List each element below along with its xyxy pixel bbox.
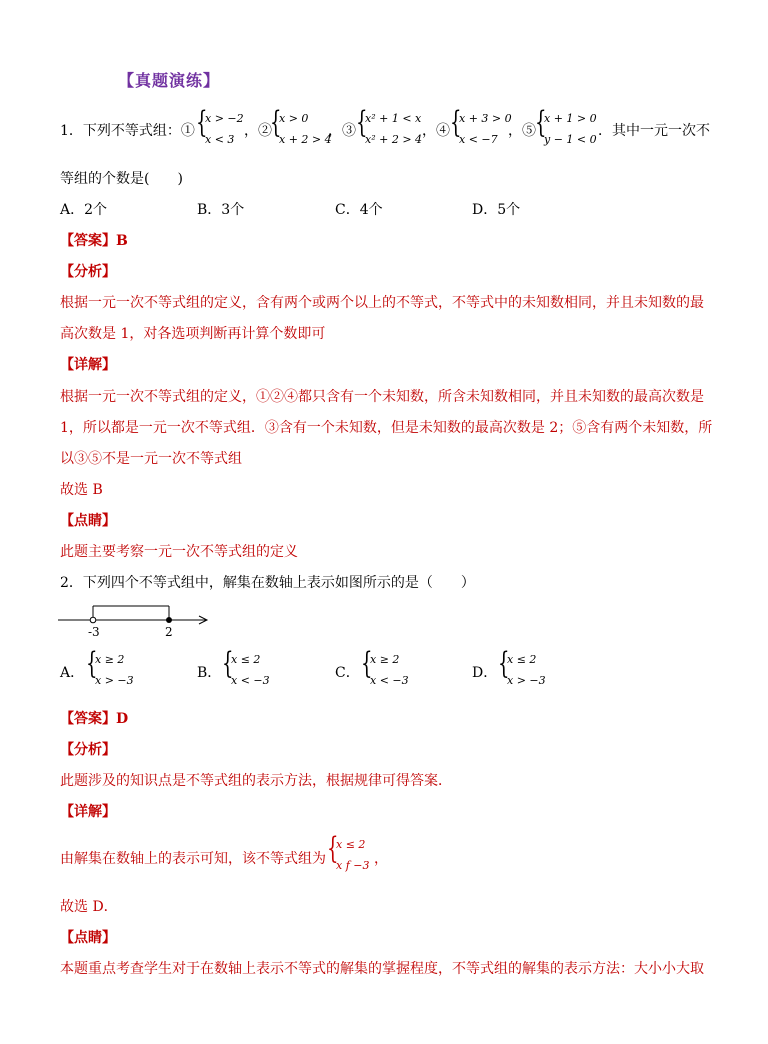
q1-comment-label: 【点睛】 [60, 513, 116, 529]
section-title: 【真题演练】 [118, 71, 221, 90]
q2-answer: 【答案】D [60, 711, 129, 727]
q1-suffix: ．其中一元一次不 [598, 123, 710, 139]
q1-analysis-label: 【分析】 [60, 264, 116, 280]
q1-detail-line2: 1，所以都是一元一次不等式组．③含有一个未知数，但是未知数的最高次数是 2；⑤含有两个未知数，所 [60, 420, 713, 436]
q2-conclusion: 故选 D． [60, 899, 118, 915]
q1-sep5: ，⑤ [508, 123, 536, 139]
q1-sys2-brace: { [270, 105, 282, 140]
q2-analysis: 此题涉及的知识点是不等式组的表示方法，根据规律可得答案． [60, 773, 452, 789]
q1-sys4-brace: { [450, 105, 462, 140]
q1-option-c: C．4个 [335, 202, 383, 218]
q1-option-d: D．5个 [472, 202, 521, 218]
q1-answer: 【答案】B [60, 233, 128, 249]
q1-sys1-line2: x < 3 [205, 133, 235, 146]
q2-option-c-letter: C． [335, 665, 360, 681]
q1-sep2: ，② [244, 123, 272, 139]
q1-conclusion: 故选 B [60, 482, 103, 498]
q1-sys5-line1: x + 1 > 0 [544, 112, 597, 125]
q2-detail-brace: { [327, 831, 339, 866]
q1-detail-line3: 以③⑤不是一元一次不等式组 [60, 451, 242, 467]
q2-detail-line1: x ≤ 2 [336, 838, 366, 851]
q2-option-a-line1: x ≥ 2 [95, 653, 125, 666]
q2-analysis-label: 【分析】 [60, 742, 116, 758]
q1-analysis-line2: 高次数是 1，对各选项判断再计算个数即可 [60, 326, 326, 342]
q1-comment: 此题主要考察一元一次不等式组的定义 [60, 544, 298, 560]
q2-option-b-brace: { [222, 646, 234, 681]
q1-prefix: 1．下列不等式组：① [60, 123, 195, 139]
q2-option-c-line2: x < −3 [370, 674, 409, 687]
q2-comment: 本题重点考查学生对于在数轴上表示不等式的解集的掌握程度，不等式组的解集的表示方法：大小小大取 [60, 961, 704, 977]
q1-sys4-line2: x < −7 [459, 133, 498, 146]
q1-sys1-line1: x > −2 [205, 112, 244, 125]
q2-option-c-brace: { [361, 646, 373, 681]
q2-option-b-line1: x ≤ 2 [231, 653, 261, 666]
number-line-label-left: -3 [88, 625, 100, 639]
q2-option-a-brace: { [86, 646, 98, 681]
q2-detail-suffix: ， [374, 851, 388, 867]
open-circle-icon [90, 617, 96, 623]
q2-option-b-line2: x < −3 [231, 674, 270, 687]
q1-sys3-line1: x² + 1 < x [365, 112, 422, 125]
q1-analysis-line1: 根据一元一次不等式组的定义，含有两个或两个以上的不等式，不等式中的未知数相同，并且未知数的最 [60, 295, 704, 311]
q2-detail-prefix: 由解集在数轴上的表示可知，该不等式组为 [60, 851, 326, 867]
q2-option-d-letter: D． [472, 665, 498, 681]
number-line-figure [58, 600, 218, 642]
q2-detail-label: 【详解】 [60, 804, 116, 820]
q2-option-c-line1: x ≥ 2 [370, 653, 400, 666]
q2-stem: 2．下列四个不等式组中，解集在数轴上表示如图所示的是（ ） [60, 575, 475, 591]
q1-sys3-brace: { [356, 105, 368, 140]
q2-option-a-letter: A． [60, 665, 85, 681]
q2-comment-label: 【点睛】 [60, 930, 116, 946]
q1-option-b: B．3个 [197, 202, 245, 218]
q2-option-d-line1: x ≤ 2 [507, 653, 537, 666]
q2-detail-line2: x f −3 [336, 859, 370, 872]
q1-sys3-line2: x² + 2 > 4 [365, 133, 423, 146]
q1-sys2-line1: x > 0 [279, 112, 309, 125]
q1-sys1-brace: { [196, 105, 208, 140]
q1-sys5-line2: y − 1 < 0 [544, 133, 597, 146]
q2-option-d-line2: x > −3 [507, 674, 546, 687]
q1-sep3: ，③ [328, 123, 356, 139]
q1-sep4: ，④ [422, 123, 450, 139]
q1-option-a: A．2个 [60, 202, 108, 218]
q2-option-d-brace: { [498, 646, 510, 681]
q1-stem-line2: 等组的个数是( ) [60, 171, 183, 187]
q1-sys5-brace: { [535, 105, 547, 140]
q2-option-b-letter: B． [197, 665, 222, 681]
q2-option-a-line2: x > −3 [95, 674, 134, 687]
q1-sys2-line2: x + 2 > 4 [279, 133, 332, 146]
q1-sys4-line1: x + 3 > 0 [459, 112, 512, 125]
q1-detail-label: 【详解】 [60, 357, 116, 373]
q1-detail-line1: 根据一元一次不等式组的定义，①②④都只含有一个未知数，所含未知数相同，并且未知数的最高次数是 [60, 389, 704, 405]
number-line-label-right: 2 [165, 625, 173, 639]
